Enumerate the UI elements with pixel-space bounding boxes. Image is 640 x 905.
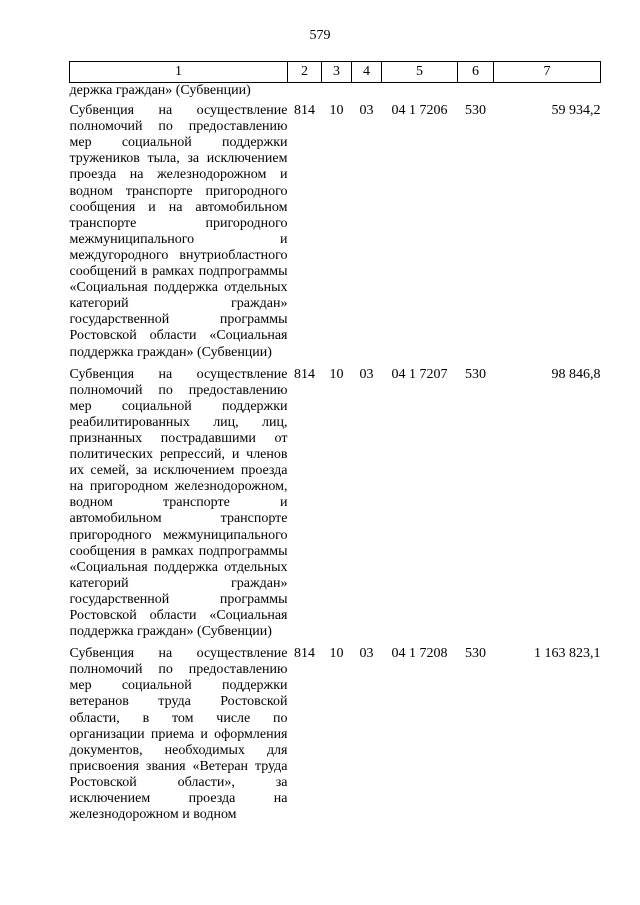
page-number: 579 — [309, 28, 331, 43]
row-amount: 59 934,2 — [551, 103, 601, 119]
row-section-code: 10 — [329, 103, 344, 119]
row-subsection-code: 03 — [359, 646, 374, 662]
row-subsection-code: 03 — [359, 366, 374, 382]
header-col-2: 2 — [288, 62, 322, 83]
row-ministry-code: 814 — [294, 646, 315, 662]
row-ministry-code: 814 — [294, 103, 315, 119]
header-col-7: 7 — [494, 62, 601, 83]
row-target-code: 04 1 7207 — [391, 366, 448, 382]
row-description: Субвенция на осуществление полномочий по предоставлению мер социальной поддержки реабилитированных лиц, лиц, признанных пострадавшими от политических репрессий, и членов их семей, за исключением проезда на пригородном железнодорожном, водном транспорте и автомобильном транспорте пригородного межмуниципального сообщения в рамках подпрограммы «Социальная поддержка отдельных категорий граждан» государственной программы Ростовской области «Социальная поддержка граждан» (Субвенции) — [69, 366, 288, 640]
row-ministry-code: 814 — [294, 366, 315, 382]
continuation-text: держка граждан» (Субвенции) — [69, 83, 251, 98]
row-expense-type: 530 — [465, 646, 486, 662]
row-subsection-code: 03 — [359, 103, 374, 119]
row-amount: 1 163 823,1 — [534, 646, 601, 662]
table-row — [70, 367, 601, 647]
table-row — [70, 646, 601, 829]
row-description: Субвенция на осуществление полномочий по предоставлению мер социальной поддержки ветеранов труда Ростовской области, в том числе по организации приема и оформления документов, необходимых для присвоения звания «Ветеран труда Ростовской области», за исключением проезда на железнодорожном и водном — [69, 646, 288, 823]
header-col-6: 6 — [458, 62, 494, 83]
table-row — [70, 103, 601, 367]
header-col-5: 5 — [382, 62, 458, 83]
budget-table — [69, 61, 601, 829]
row-expense-type: 530 — [465, 366, 486, 382]
row-target-code: 04 1 7206 — [391, 103, 448, 119]
row-amount: 98 846,8 — [551, 366, 601, 382]
row-target-code: 04 1 7208 — [391, 646, 448, 662]
header-col-4: 4 — [352, 62, 382, 83]
table-header-row — [70, 62, 601, 83]
header-col-3: 3 — [322, 62, 352, 83]
row-section-code: 10 — [329, 366, 344, 382]
row-section-code: 10 — [329, 646, 344, 662]
header-col-1: 1 — [70, 62, 288, 83]
row-description: Субвенция на осуществление полномочий по предоставлению мер социальной поддержки тружеников тыла, за исключением проезда на железнодорожном и водном транспорте пригородного сообщения и на автомобильном транспорте пригородного межмуниципального и междугородного внутриобластного сообщений в рамках подпрограммы «Социальная поддержка отдельных категорий граждан» государственной программы Ростовской области «Социальная поддержка граждан» (Субвенции) — [69, 103, 288, 360]
continuation-row — [70, 83, 601, 104]
row-expense-type: 530 — [465, 103, 486, 119]
